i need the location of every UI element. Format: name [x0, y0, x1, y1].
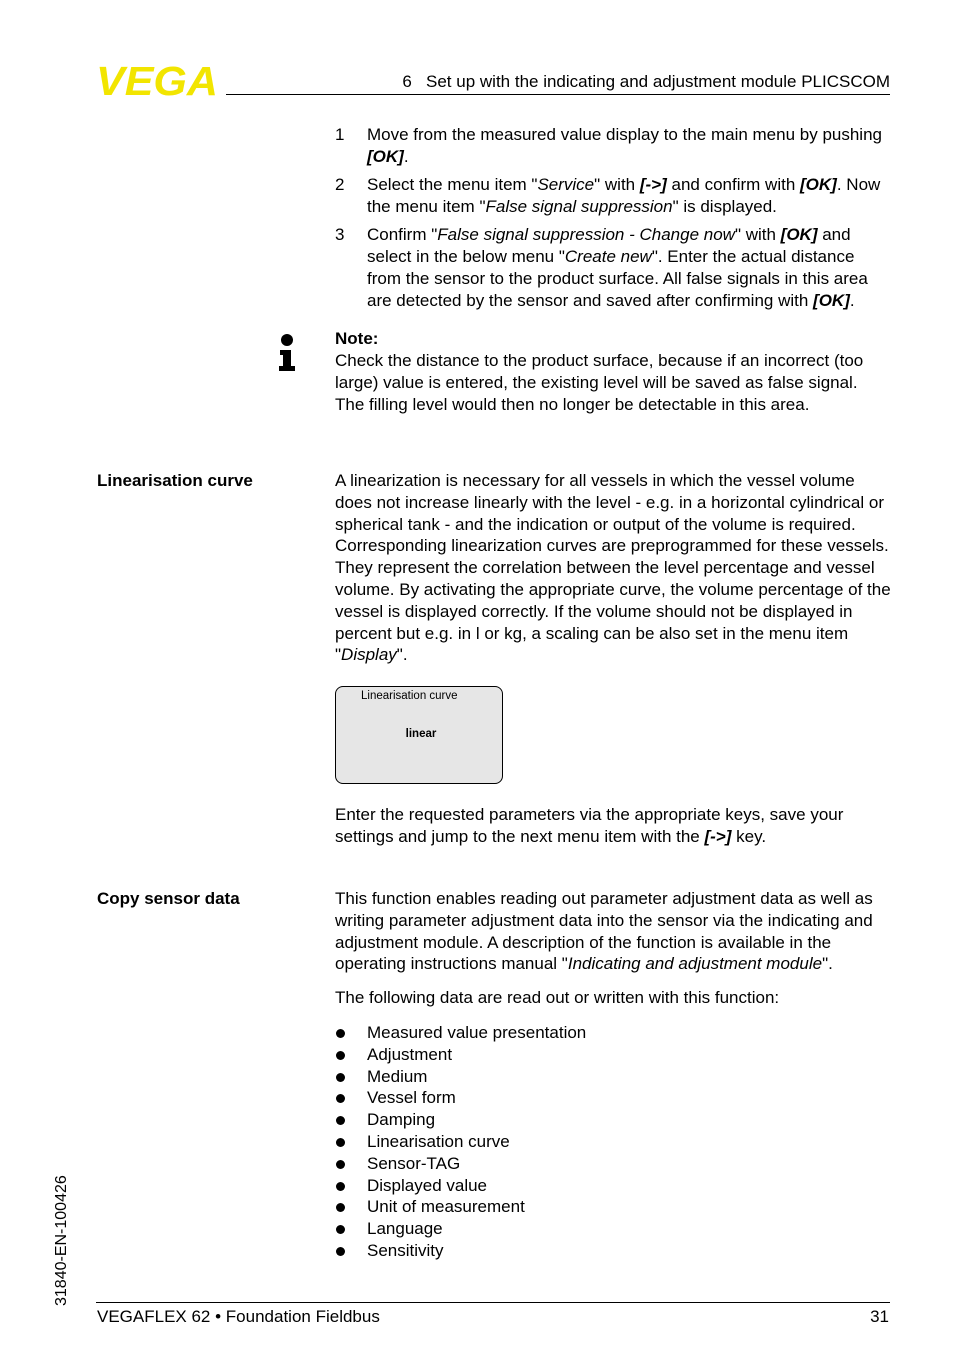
- ok-key: [OK]: [780, 225, 818, 244]
- ok-key: [OK]: [813, 291, 850, 310]
- step-number: 1: [335, 125, 345, 144]
- ok-key: [OK]: [367, 147, 404, 166]
- header-rule: [226, 94, 890, 95]
- bullet-icon: [336, 1160, 345, 1169]
- vega-logo-text: VEGA: [96, 62, 218, 98]
- bullet-icon: [336, 1029, 345, 1038]
- bullet-icon: [336, 1116, 345, 1125]
- list-item: Measured value presentation: [335, 1022, 891, 1044]
- arrow-key: [->]: [704, 826, 732, 846]
- copy-sensor-text: This function enables reading out parameter adjustment data as well as writing parameter adjustment data into the sensor via the indicating and adjustment module. A description of the function is available in the operating instructions manual "Indicating and adjustment module".: [335, 889, 873, 974]
- list-item: Vessel form: [335, 1087, 891, 1109]
- footer-rule: [96, 1302, 890, 1303]
- step-number: 3: [335, 225, 345, 244]
- bullet-icon: [336, 1138, 345, 1147]
- display-value: linear: [405, 728, 437, 740]
- step-number: 2: [335, 175, 345, 194]
- ok-key: [OK]: [800, 175, 837, 194]
- arrow-key: [->]: [639, 175, 667, 194]
- bullet-icon: [336, 1203, 345, 1212]
- step-item: 2 Select the menu item "Service" with [->] and confirm with [OK]. Now the menu item "False signal suppression" is displayed.: [335, 175, 881, 216]
- copy-sensor-intro: The following data are read out or written with this function:: [335, 988, 780, 1007]
- linearisation-heading: Linearisation curve: [97, 471, 253, 490]
- linearisation-text: A linearization is necessary for all vessels in which the vessel volume does not increase linearly with the level - e.g. in a horizontal cylindrical or spherical tank - and the indication or output of the volume is required. Corresponding linearization curves are preprogrammed for these vessels. They represent the correlation between the level percentage and vessel volume. By activating the appropriate curve, the volume percentage of the vessel is displayed correctly. If the volume should not be displayed in percent but e.g. in l or kg, a scaling can be also set in the menu item "Display".: [335, 471, 891, 665]
- note-block: [335, 328, 891, 416]
- footer-product: VEGAFLEX 62 • Foundation Fieldbus: [97, 1307, 380, 1326]
- display-screen: [335, 686, 503, 784]
- list-item: Damping: [335, 1109, 891, 1131]
- step-item: 1 Move from the measured value display to the main menu by pushing [OK].: [335, 125, 882, 166]
- copy-sensor-heading: Copy sensor data: [97, 889, 240, 908]
- list-item: Sensor-TAG: [335, 1153, 891, 1175]
- display-title: Linearisation curve: [361, 690, 458, 702]
- note-text: Check the distance to the product surface, because if an incorrect (too large) value is entered, the existing level will be saved as false signal. The filling level would then no longer be detectable in this area.: [335, 351, 864, 414]
- vega-logo: [96, 62, 220, 98]
- info-icon: [277, 333, 297, 373]
- bullet-icon: [336, 1094, 345, 1103]
- bullet-icon: [336, 1225, 345, 1234]
- list-item: Language: [335, 1218, 891, 1240]
- section-header: 6 Set up with the indicating and adjustment module PLICSCOM: [402, 72, 890, 91]
- list-item: Displayed value: [335, 1175, 891, 1197]
- bullet-icon: [336, 1247, 345, 1256]
- list-item: Adjustment: [335, 1044, 891, 1066]
- note-title: Note:: [335, 329, 379, 348]
- step-item: 3 Confirm "False signal suppression - Change now" with [OK] and select in the below menu "Create new". Enter the actual distance from the sensor to the product surface. All false signals in this area are detected by the sensor and saved after confirming with [OK].: [335, 225, 868, 310]
- list-item: Medium: [335, 1066, 891, 1088]
- steps-list: [335, 124, 891, 318]
- linearisation-instructions: Enter the requested parameters via the appropriate keys, save your settings and jump to the next menu item with the [->] key.: [335, 805, 844, 846]
- document-code: 31840-EN-100426: [53, 1175, 70, 1306]
- list-item: Sensitivity: [335, 1240, 891, 1262]
- list-item: Unit of measurement: [335, 1196, 891, 1218]
- copied-data-list: [335, 1022, 891, 1262]
- bullet-icon: [336, 1182, 345, 1191]
- bullet-icon: [336, 1051, 345, 1060]
- list-item: Linearisation curve: [335, 1131, 891, 1153]
- bullet-icon: [336, 1073, 345, 1082]
- page-number: 31: [870, 1307, 889, 1326]
